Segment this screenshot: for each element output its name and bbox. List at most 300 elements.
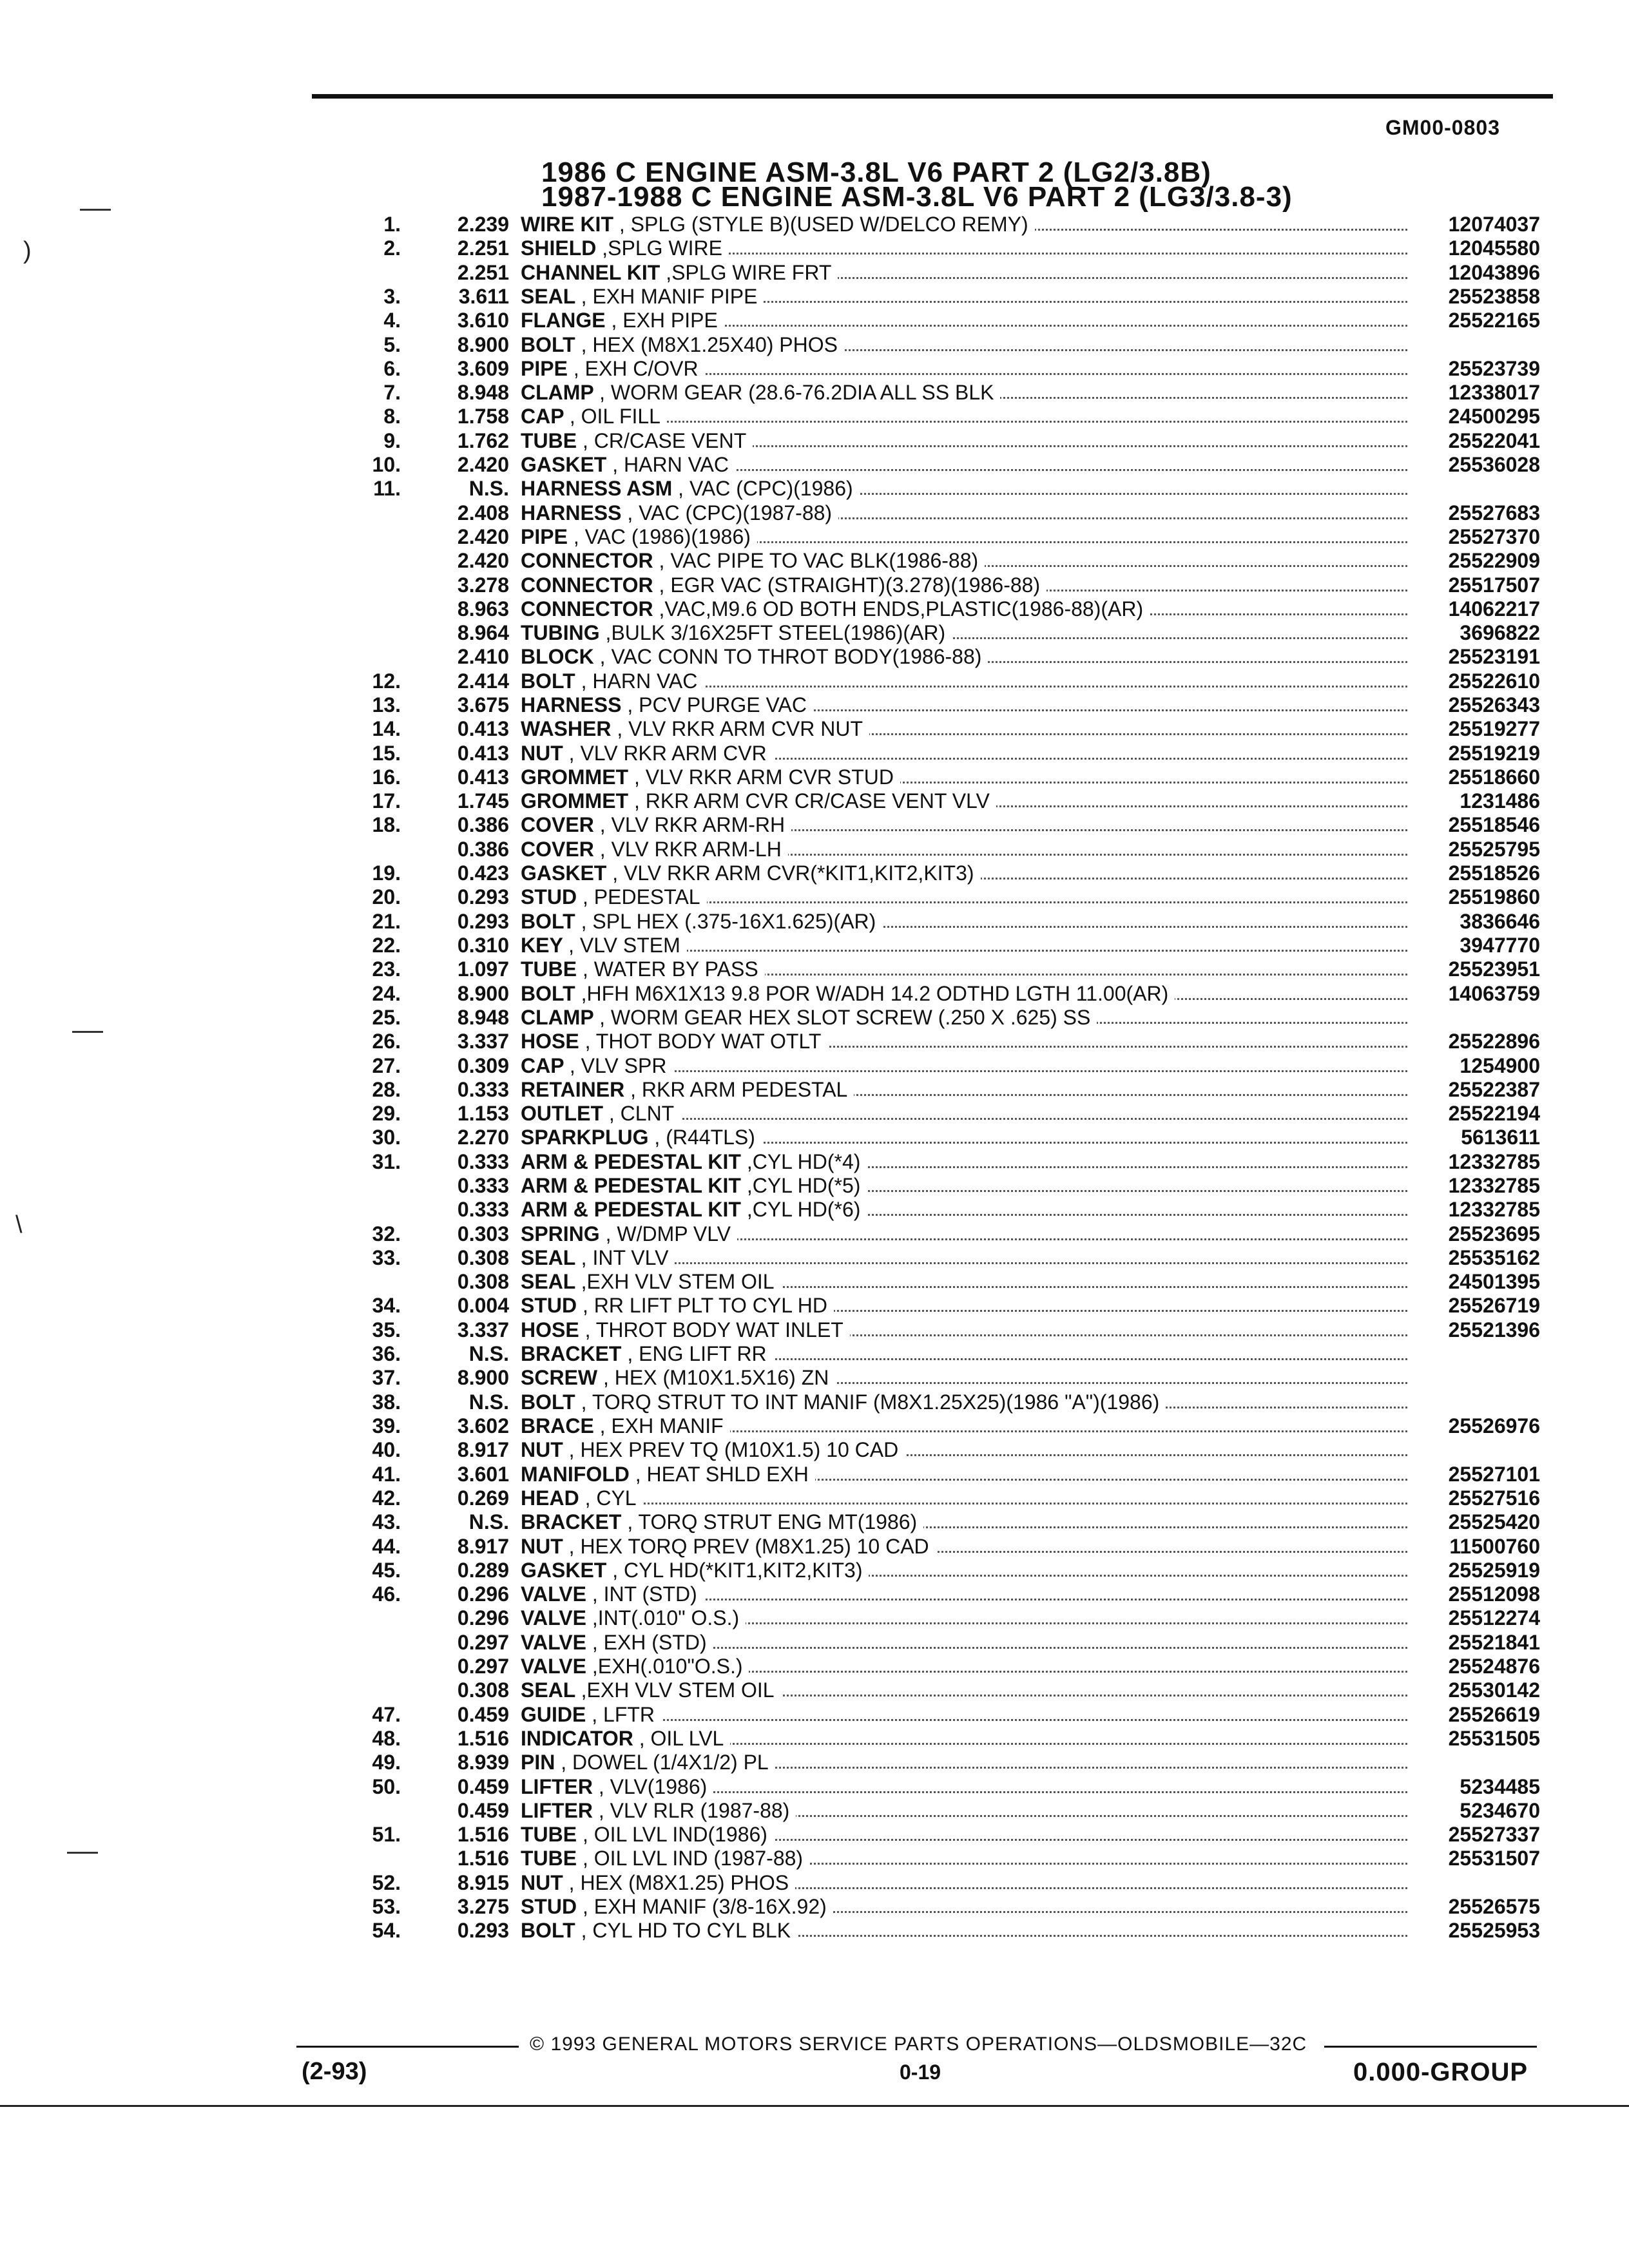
description-text: [521, 597, 1150, 620]
item-number: 54.: [372, 1919, 401, 1942]
item-description: [521, 1126, 1407, 1149]
item-description: [521, 357, 1407, 381]
copyright-notice: © 1993 GENERAL MOTORS SERVICE PARTS OPERATIONS—OLDSMOBILE—32C: [530, 2033, 1307, 2055]
description-text: [521, 1150, 867, 1173]
group-number: 2.251: [457, 261, 509, 284]
item-detail: , EXH C/OVR: [573, 357, 699, 380]
item-description: [521, 861, 1407, 885]
group-number: 0.296: [457, 1606, 509, 1629]
item-number: 29.: [372, 1102, 401, 1125]
item-description: [521, 1535, 1407, 1559]
item-name: BOLT: [521, 982, 575, 1005]
parts-list-row: [0, 861, 1629, 885]
part-number: 25523191: [1448, 645, 1540, 668]
item-detail: , THOT BODY WAT OTLT: [584, 1030, 822, 1053]
description-text: [521, 1342, 773, 1365]
item-detail: , VAC (CPC)(1986): [678, 477, 853, 500]
part-number: 25519219: [1448, 742, 1540, 765]
item-name: HEAD: [521, 1486, 579, 1510]
item-detail: , OIL LVL: [639, 1727, 724, 1750]
group-number: 0.309: [457, 1054, 509, 1077]
part-number: 25522165: [1448, 309, 1540, 332]
item-name: CAP: [521, 1054, 564, 1077]
group-number: 0.310: [457, 934, 509, 957]
item-description: [521, 525, 1407, 549]
description-text: [521, 669, 704, 693]
item-description: [521, 669, 1407, 693]
part-number: 25522194: [1448, 1102, 1540, 1125]
item-detail: , VAC PIPE TO VAC BLK(1986-88): [659, 549, 979, 572]
item-number: 19.: [372, 861, 401, 885]
part-number: 1231486: [1460, 789, 1540, 812]
description-text: [521, 1559, 869, 1582]
item-name: ARM & PEDESTAL KIT: [521, 1150, 741, 1173]
parts-list-row: [0, 1919, 1629, 1943]
item-number: 33.: [372, 1246, 401, 1269]
item-name: BOLT: [521, 910, 575, 933]
item-description: [521, 405, 1407, 428]
group-number: 2.420: [457, 453, 509, 476]
item-number: 48.: [372, 1727, 401, 1750]
part-number: 5234485: [1460, 1775, 1540, 1798]
item-detail: , (R44TLS): [654, 1126, 755, 1149]
description-text: [521, 1895, 833, 1918]
item-description: [521, 1102, 1407, 1126]
description-text: [521, 429, 753, 452]
item-detail: , TORQ STRUT TO INT MANIF (M8X1.25X25)(1986 "A")(1986): [581, 1390, 1160, 1414]
group-number: 8.948: [457, 1006, 509, 1029]
part-number: 25522896: [1448, 1030, 1540, 1053]
item-name: BRACKET: [521, 1510, 622, 1533]
item-name: TUBE: [521, 429, 577, 452]
group-number: 0.297: [457, 1655, 509, 1678]
item-detail: ,EXH VLV STEM OIL: [581, 1270, 775, 1293]
item-detail: , OIL LVL IND(1986): [583, 1823, 767, 1846]
parts-list-row: [0, 742, 1629, 765]
description-text: [521, 1270, 781, 1293]
parts-list-row: [0, 1751, 1629, 1774]
parts-list-row: [0, 381, 1629, 405]
parts-list-row: [0, 1126, 1629, 1149]
item-detail: , EXH MANIF: [599, 1414, 724, 1437]
description-text: [521, 309, 724, 332]
item-name: PIPE: [521, 525, 568, 548]
group-number: 1.153: [457, 1102, 509, 1125]
parts-list-row: [0, 885, 1629, 909]
item-detail: ,EXH(.010"O.S.): [592, 1655, 743, 1678]
item-description: [521, 813, 1407, 837]
parts-list-row: [0, 1510, 1629, 1534]
part-number: 25523739: [1448, 357, 1540, 380]
item-description: [521, 381, 1407, 405]
group-number: 3.610: [457, 309, 509, 332]
part-number: 25525795: [1448, 838, 1540, 861]
item-name: VALVE: [521, 1631, 586, 1654]
parts-list-row: [0, 453, 1629, 477]
parts-list-row: [0, 1270, 1629, 1294]
part-number: 25518526: [1448, 861, 1540, 885]
item-detail: , OIL LVL IND (1987-88): [583, 1847, 804, 1870]
parts-list-row: [0, 765, 1629, 789]
item-name: BRACE: [521, 1414, 594, 1437]
item-detail: ,CYL HD(*6): [746, 1198, 861, 1221]
item-description: [521, 885, 1407, 909]
part-number: 12332785: [1448, 1174, 1540, 1197]
item-name: BOLT: [521, 1390, 575, 1414]
item-description: [521, 1078, 1407, 1102]
item-detail: , INT VLV: [581, 1246, 669, 1269]
description-text: [521, 1535, 936, 1558]
item-number: 14.: [372, 717, 401, 740]
item-number: 50.: [372, 1775, 401, 1798]
item-name: TUBE: [521, 1823, 577, 1846]
item-description: [521, 742, 1407, 765]
part-number: 24500295: [1448, 405, 1540, 428]
item-detail: ,INT(.010" O.S.): [592, 1606, 740, 1629]
item-description: [521, 1823, 1407, 1847]
item-detail: ,CYL HD(*5): [746, 1174, 861, 1197]
parts-list-row: [0, 333, 1629, 357]
page-title-line-2: 1987-1988 C ENGINE ASM-3.8L V6 PART 2 (LG3/3.8-3): [541, 181, 1293, 213]
group-number: 1.516: [457, 1823, 509, 1846]
parts-list-row: [0, 669, 1629, 693]
group-number: 0.333: [457, 1174, 509, 1197]
group-number: 3.601: [457, 1463, 509, 1486]
description-text: [521, 693, 813, 716]
item-name: CONNECTOR: [521, 549, 653, 572]
group-number: 0.459: [457, 1799, 509, 1822]
item-detail: ,SPLG WIRE: [602, 236, 722, 260]
item-number: 21.: [372, 910, 401, 933]
item-detail: , EXH MANIF (3/8-16X.92): [583, 1895, 827, 1918]
description-text: [521, 1678, 781, 1702]
part-number: 5234670: [1460, 1799, 1540, 1822]
item-detail: , HEX TORQ PREV (M8X1.25) 10 CAD: [568, 1535, 929, 1558]
group-number: 3.602: [457, 1414, 509, 1437]
item-description: [521, 1222, 1407, 1246]
parts-list-row: [0, 501, 1629, 525]
group-number: 0.308: [457, 1270, 509, 1293]
item-detail: , HEX (M8X1.25) PHOS: [568, 1871, 789, 1894]
item-detail: , INT (STD): [592, 1582, 697, 1606]
item-number: 47.: [372, 1703, 401, 1726]
item-description: [521, 1847, 1407, 1870]
group-number: 0.386: [457, 813, 509, 836]
group-number: 0.459: [457, 1703, 509, 1726]
parts-list-row: [0, 621, 1629, 645]
item-name: SHIELD: [521, 236, 597, 260]
item-number: 45.: [372, 1559, 401, 1582]
revision-date: (2-93): [302, 2058, 367, 2085]
parts-list-row: [0, 549, 1629, 573]
item-description: [521, 717, 1407, 741]
part-number: 25527101: [1448, 1463, 1540, 1486]
group-number: 0.413: [457, 765, 509, 789]
group-number: 1.758: [457, 405, 509, 428]
item-detail: , THROT BODY WAT INLET: [584, 1318, 843, 1341]
item-detail: , PEDESTAL: [583, 885, 700, 908]
description-text: [521, 285, 764, 308]
parts-list-row: [0, 1054, 1629, 1078]
item-name: RETAINER: [521, 1078, 625, 1101]
item-number: 4.: [383, 309, 401, 332]
item-detail: , HEAT SHLD EXH: [635, 1463, 809, 1486]
description-text: [521, 525, 757, 548]
parts-list-row: [0, 1582, 1629, 1606]
item-detail: , VLV RKR ARM CVR(*KIT1,KIT2,KIT3): [612, 861, 974, 885]
parts-list-row: [0, 1318, 1629, 1342]
item-detail: ,SPLG WIRE FRT: [666, 261, 832, 284]
group-number: 0.289: [457, 1559, 509, 1582]
part-number: 25530142: [1448, 1678, 1540, 1702]
parts-list-row: [0, 1655, 1629, 1678]
item-description: [521, 1246, 1407, 1270]
item-description: [521, 1294, 1407, 1318]
parts-list-row: [0, 1294, 1629, 1318]
item-detail: , EGR VAC (STRAIGHT)(3.278)(1986-88): [659, 573, 1041, 597]
parts-list-row: [0, 693, 1629, 717]
part-number: 14063759: [1448, 982, 1540, 1005]
part-number: 25527337: [1448, 1823, 1540, 1846]
item-description: [521, 501, 1407, 525]
description-text: [521, 549, 985, 572]
item-detail: , HARN VAC: [581, 669, 698, 693]
description-text: [521, 1126, 762, 1149]
item-name: LIFTER: [521, 1799, 593, 1822]
group-number: 2.414: [457, 669, 509, 693]
item-description: [521, 1606, 1407, 1630]
part-number: 25519277: [1448, 717, 1540, 740]
group-number: 1.762: [457, 429, 509, 452]
item-detail: , WATER BY PASS: [583, 957, 758, 981]
item-detail: , RKR ARM PEDESTAL: [630, 1078, 848, 1101]
item-number: 31.: [372, 1150, 401, 1173]
parts-list-row: [0, 309, 1629, 332]
item-description: [521, 621, 1407, 645]
parts-list-row: [0, 1438, 1629, 1462]
item-detail: , VLV(1986): [598, 1775, 708, 1798]
item-number: 27.: [372, 1054, 401, 1077]
item-description: [521, 789, 1407, 813]
item-name: TUBE: [521, 1847, 577, 1870]
group-number: 0.386: [457, 838, 509, 861]
description-text: [521, 1054, 673, 1077]
item-detail: , EXH PIPE: [611, 309, 718, 332]
description-text: [521, 1871, 795, 1894]
margin-paren-mark: ): [23, 237, 32, 264]
margin-backslash-mark: \: [15, 1211, 23, 1238]
item-description: [521, 1030, 1407, 1053]
group-number: N.S.: [468, 1390, 509, 1414]
group-number: 3.609: [457, 357, 509, 380]
item-detail: , SPLG (STYLE B)(USED W/DELCO REMY): [619, 213, 1028, 236]
item-name: PIN: [521, 1751, 555, 1774]
part-number: 25525953: [1448, 1919, 1540, 1942]
description-text: [521, 957, 765, 981]
item-detail: ,CYL HD(*4): [746, 1150, 861, 1173]
item-description: [521, 309, 1407, 332]
part-number: 25512098: [1448, 1582, 1540, 1606]
parts-list-row: [0, 1486, 1629, 1510]
item-number: 35.: [372, 1318, 401, 1341]
parts-list-row: [0, 525, 1629, 549]
item-description: [521, 1799, 1407, 1823]
item-number: 52.: [372, 1871, 401, 1894]
part-number: 25531507: [1448, 1847, 1540, 1870]
item-description: [521, 838, 1407, 861]
item-name: CLAMP: [521, 1006, 594, 1029]
part-number: 12332785: [1448, 1150, 1540, 1173]
description-text: [521, 1510, 923, 1533]
part-number: 25526575: [1448, 1895, 1540, 1918]
item-number: 26.: [372, 1030, 401, 1053]
description-text: [521, 1246, 675, 1269]
group-number: 8.900: [457, 982, 509, 1005]
item-number: 49.: [372, 1751, 401, 1774]
parts-list-row: [0, 813, 1629, 837]
description-text: [521, 1823, 774, 1846]
item-name: BOLT: [521, 669, 575, 693]
item-name: CHANNEL KIT: [521, 261, 660, 284]
group-number: 0.296: [457, 1582, 509, 1606]
group-number: 2.410: [457, 645, 509, 668]
group-number: 8.948: [457, 381, 509, 404]
description-text: [521, 1486, 643, 1510]
item-name: SPARKPLUG: [521, 1126, 649, 1149]
part-number: 25517507: [1448, 573, 1540, 597]
description-text: [521, 1102, 680, 1125]
page-title-line-1: 1986 C ENGINE ASM-3.8L V6 PART 2 (LG2/3.8B): [541, 157, 1211, 188]
description-text: [521, 1775, 713, 1798]
group-number: 8.900: [457, 1366, 509, 1389]
description-text: [521, 1438, 905, 1461]
parts-list-row: [0, 1006, 1629, 1030]
item-number: 38.: [372, 1390, 401, 1414]
parts-list-row: [0, 1463, 1629, 1486]
item-name: GASKET: [521, 861, 607, 885]
item-number: 37.: [372, 1366, 401, 1389]
item-detail: , RKR ARM CVR CR/CASE VENT VLV: [633, 789, 990, 812]
group-number: 8.939: [457, 1751, 509, 1774]
item-description: [521, 1510, 1407, 1534]
footer-rule-right: [1324, 2046, 1537, 2048]
item-name: VALVE: [521, 1655, 586, 1678]
item-description: [521, 453, 1407, 477]
parts-list-row: [0, 645, 1629, 669]
item-number: 2.: [383, 236, 401, 260]
parts-list-row: [0, 717, 1629, 741]
item-description: [521, 285, 1407, 309]
parts-list-row: [0, 910, 1629, 934]
item-detail: , HEX PREV TQ (M10X1.5) 10 CAD: [568, 1438, 899, 1461]
part-number: 25526343: [1448, 693, 1540, 716]
description-text: [521, 813, 791, 836]
item-number: 32.: [372, 1222, 401, 1245]
group-number: N.S.: [468, 477, 509, 500]
part-number: 25525420: [1448, 1510, 1540, 1533]
item-detail: , VLV RKR ARM-RH: [599, 813, 786, 836]
parts-list-row: [0, 838, 1629, 861]
part-number: 1254900: [1460, 1054, 1540, 1077]
item-description: [521, 213, 1407, 236]
part-number: 3836646: [1460, 910, 1540, 933]
item-detail: , OIL FILL: [569, 405, 660, 428]
item-number: 3.: [383, 285, 401, 308]
group-number: 0.333: [457, 1150, 509, 1173]
part-number: 25526619: [1448, 1703, 1540, 1726]
group-number: 1.516: [457, 1847, 509, 1870]
description-text: [521, 1799, 796, 1822]
item-name: PIPE: [521, 357, 568, 380]
item-description: [521, 1054, 1407, 1078]
item-name: TUBE: [521, 957, 577, 981]
part-number: 14062217: [1448, 597, 1540, 620]
description-text: [521, 1294, 834, 1317]
group-number: 2.239: [457, 213, 509, 236]
parts-list-row: [0, 1606, 1629, 1630]
description-text: [521, 501, 838, 524]
parts-list-row: [0, 1847, 1629, 1870]
description-text: [521, 1727, 730, 1750]
description-text: [521, 765, 900, 789]
item-name: OUTLET: [521, 1102, 603, 1125]
group-number: 0.333: [457, 1198, 509, 1221]
item-name: STUD: [521, 1895, 577, 1918]
item-description: [521, 645, 1407, 669]
parts-list-row: [0, 405, 1629, 428]
parts-list-row: [0, 1678, 1629, 1702]
part-number: 25527370: [1448, 525, 1540, 548]
group-number: 3.275: [457, 1895, 509, 1918]
parts-list-row: [0, 429, 1629, 453]
item-name: GASKET: [521, 1559, 607, 1582]
item-name: SPRING: [521, 1222, 600, 1245]
group-number: 8.917: [457, 1535, 509, 1558]
item-name: VALVE: [521, 1606, 586, 1629]
group-number: 3.337: [457, 1318, 509, 1341]
margin-dash-mark: [72, 1031, 103, 1033]
item-number: 23.: [372, 957, 401, 981]
part-number: 12332785: [1448, 1198, 1540, 1221]
item-number: 16.: [372, 765, 401, 789]
group-number: 2.408: [457, 501, 509, 524]
part-number: 25518660: [1448, 765, 1540, 789]
group-number: 0.303: [457, 1222, 509, 1245]
item-name: MANIFOLD: [521, 1463, 630, 1486]
item-detail: , WORM GEAR HEX SLOT SCREW (.250 X .625) SS: [599, 1006, 1091, 1029]
item-description: [521, 1174, 1407, 1198]
parts-list-row: [0, 1559, 1629, 1582]
part-number: 12338017: [1448, 381, 1540, 404]
item-detail: ,HFH M6X1X13 9.8 POR W/ADH 14.2 ODTHD LGTH 11.00(AR): [581, 982, 1169, 1005]
parts-list-row: [0, 1775, 1629, 1799]
description-text: [521, 1631, 713, 1654]
item-detail: ,VAC,M9.6 OD BOTH ENDS,PLASTIC(1986-88)(AR): [659, 597, 1144, 620]
item-name: BLOCK: [521, 645, 594, 668]
item-name: NUT: [521, 1438, 563, 1461]
item-detail: , VLV RKR ARM CVR NUT: [617, 717, 863, 740]
description-text: [521, 645, 988, 668]
item-description: [521, 1871, 1407, 1895]
item-description: [521, 1414, 1407, 1438]
part-number: 25523951: [1448, 957, 1540, 981]
item-number: 15.: [372, 742, 401, 765]
description-text: [521, 1703, 661, 1726]
item-number: 20.: [372, 885, 401, 908]
description-text: [521, 1198, 867, 1221]
parts-list-row: [0, 1030, 1629, 1053]
parts-list-row: [0, 1799, 1629, 1823]
